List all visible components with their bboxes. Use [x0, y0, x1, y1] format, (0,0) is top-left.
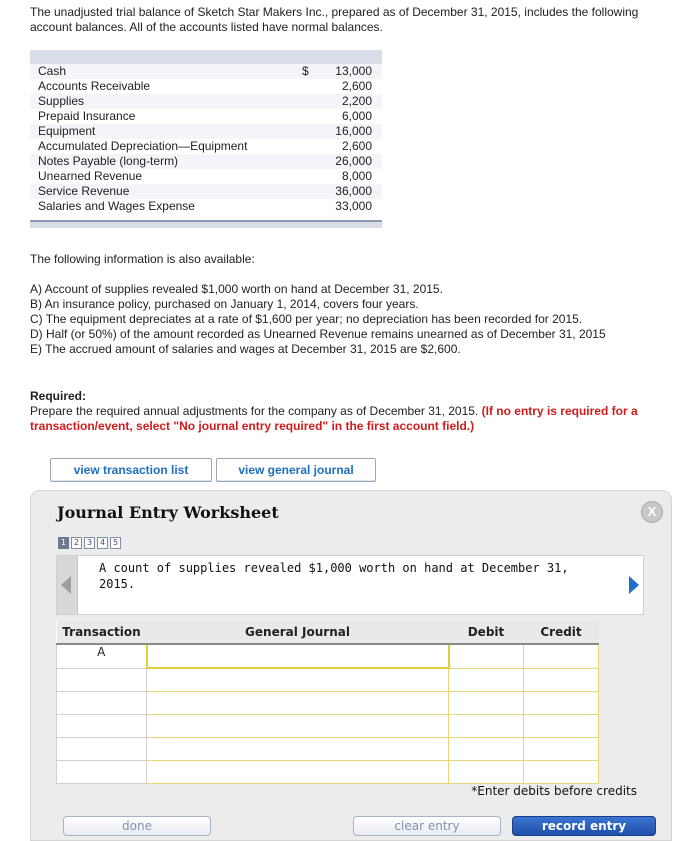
currency-symbol — [302, 154, 312, 169]
previous-arrow-icon[interactable] — [57, 556, 78, 614]
debit-field[interactable] — [449, 668, 524, 692]
account-name: Salaries and Wages Expense — [38, 199, 195, 213]
info-item-e: E) The accrued amount of salaries and wages at December 31, 2015 are $2,600. — [30, 342, 461, 356]
step-3[interactable]: 3 — [84, 537, 95, 549]
account-field[interactable] — [147, 715, 449, 738]
trial-balance-row — [30, 184, 382, 199]
journal-row — [57, 761, 599, 784]
required-section — [30, 389, 650, 434]
currency-symbol — [302, 169, 312, 184]
worksheet-title: Journal Entry Worksheet — [57, 503, 279, 522]
credit-field[interactable] — [524, 668, 599, 692]
amount-value: 36,000 — [335, 184, 372, 198]
account-name: Notes Payable (long-term) — [38, 154, 179, 168]
amount-value: 2,200 — [341, 94, 372, 108]
transaction-cell: A — [57, 644, 147, 668]
account-amount — [302, 139, 372, 154]
trial-balance-row — [30, 154, 382, 169]
record-entry-button[interactable]: record entry — [512, 816, 656, 836]
column-debit: Debit — [449, 621, 524, 644]
view-general-journal-button[interactable]: view general journal — [216, 458, 376, 482]
currency-symbol: $ — [302, 64, 309, 78]
account-name: Prepaid Insurance — [38, 109, 136, 123]
trial-balance-row — [30, 199, 382, 214]
next-arrow-icon[interactable] — [623, 556, 643, 614]
transaction-cell — [57, 692, 147, 715]
description-text: A count of supplies revealed $1,000 worth on hand at December 31, 2015. — [99, 561, 569, 591]
step-2[interactable]: 2 — [71, 537, 82, 549]
required-instruction: Prepare the required annual adjustments for the company as of December 31, 2015. — [30, 404, 482, 418]
info-item-d: D) Half (or 50%) of the amount recorded as Unearned Revenue remains unearned as of December 31, 2015 — [30, 327, 606, 341]
currency-symbol — [302, 109, 312, 124]
journal-row — [57, 644, 599, 668]
journal-row — [57, 692, 599, 715]
credit-field[interactable] — [524, 692, 599, 715]
view-transaction-list-button[interactable]: view transaction list — [50, 458, 212, 482]
journal-row — [57, 738, 599, 761]
transaction-description — [56, 555, 644, 615]
amount-value: 26,000 — [335, 154, 372, 168]
step-indicator — [58, 537, 121, 549]
account-name: Cash — [38, 64, 67, 78]
account-name: Equipment — [38, 124, 96, 138]
step-5[interactable]: 5 — [110, 537, 121, 549]
account-name: Accumulated Depreciation—Equipment — [38, 139, 248, 153]
debit-field[interactable] — [449, 715, 524, 738]
account-amount — [302, 184, 372, 199]
debit-field[interactable] — [449, 644, 524, 668]
credit-field[interactable] — [524, 715, 599, 738]
account-name: Supplies — [38, 94, 85, 108]
account-field[interactable] — [147, 761, 449, 784]
currency-symbol — [302, 124, 312, 139]
debits-before-credits-note: *Enter debits before credits — [471, 784, 637, 798]
info-item-b: B) An insurance policy, purchased on January 1, 2014, covers four years. — [30, 297, 419, 311]
trial-balance-row — [30, 124, 382, 139]
transaction-cell — [57, 761, 147, 784]
required-heading: Required: — [30, 389, 87, 403]
account-amount — [302, 109, 372, 124]
required-text — [30, 404, 650, 434]
account-amount — [302, 154, 372, 169]
amount-value: 8,000 — [341, 169, 372, 183]
trial-balance-row — [30, 64, 382, 79]
currency-symbol — [302, 79, 312, 94]
account-amount — [302, 64, 372, 79]
currency-symbol — [302, 199, 312, 214]
journal-row — [57, 715, 599, 738]
currency-symbol — [302, 94, 312, 109]
account-field[interactable] — [147, 644, 449, 668]
trial-balance-row — [30, 169, 382, 184]
account-amount — [302, 94, 372, 109]
trial-balance-header-bar — [30, 50, 382, 64]
journal-grid — [56, 621, 599, 784]
credit-field[interactable] — [524, 644, 599, 668]
account-name: Unearned Revenue — [38, 169, 143, 183]
column-general-journal: General Journal — [147, 621, 449, 644]
currency-symbol — [302, 184, 312, 199]
currency-symbol — [302, 139, 312, 154]
credit-field[interactable] — [524, 761, 599, 784]
account-field[interactable] — [147, 668, 449, 692]
amount-value: 2,600 — [341, 79, 372, 93]
info-items — [30, 282, 650, 357]
transaction-cell — [57, 738, 147, 761]
trial-balance-row — [30, 109, 382, 124]
amount-value: 6,000 — [341, 109, 372, 123]
amount-value: 2,600 — [341, 139, 372, 153]
trial-balance-row — [30, 139, 382, 154]
step-4[interactable]: 4 — [97, 537, 108, 549]
account-amount — [302, 124, 372, 139]
also-available-text: The following information is also available: — [30, 252, 255, 266]
amount-value: 33,000 — [335, 199, 372, 213]
column-credit: Credit — [524, 621, 599, 644]
amount-value: 13,000 — [335, 64, 372, 78]
required-warning: (If no entry is required for a transaction/event, select "No journal entry required" in the first account field.) — [30, 404, 638, 433]
transaction-cell — [57, 715, 147, 738]
journal-entry-worksheet — [30, 490, 672, 841]
amount-value: 16,000 — [335, 124, 372, 138]
account-field[interactable] — [147, 738, 449, 761]
account-amount — [302, 199, 372, 214]
debit-field[interactable] — [449, 692, 524, 715]
trial-balance-row — [30, 94, 382, 109]
column-transaction: Transaction — [57, 621, 147, 644]
trial-balance-row — [30, 79, 382, 94]
account-name: Accounts Receivable — [38, 79, 151, 93]
debit-field[interactable] — [449, 738, 524, 761]
account-amount — [302, 169, 372, 184]
account-name: Service Revenue — [38, 184, 130, 198]
step-1[interactable]: 1 — [58, 537, 69, 549]
trial-balance-table — [30, 50, 382, 228]
problem-intro: The unadjusted trial balance of Sketch Star Makers Inc., prepared as of December 31, 2015, includes the following account balances. All of the accounts listed have normal balances. — [30, 5, 639, 34]
trial-balance-footer-bar — [30, 220, 382, 228]
journal-row — [57, 668, 599, 692]
transaction-cell — [57, 668, 147, 692]
done-button[interactable]: done — [63, 816, 211, 836]
clear-entry-button[interactable]: clear entry — [353, 816, 501, 836]
credit-field[interactable] — [524, 738, 599, 761]
debit-field[interactable] — [449, 761, 524, 784]
info-item-c: C) The equipment depreciates at a rate of $1,600 per year; no depreciation has been recorded for 2015. — [30, 312, 583, 326]
account-amount — [302, 79, 372, 94]
account-field[interactable] — [147, 692, 449, 715]
close-icon[interactable]: X — [641, 501, 663, 523]
info-item-a: A) Account of supplies revealed $1,000 worth on hand at December 31, 2015. — [30, 282, 443, 296]
